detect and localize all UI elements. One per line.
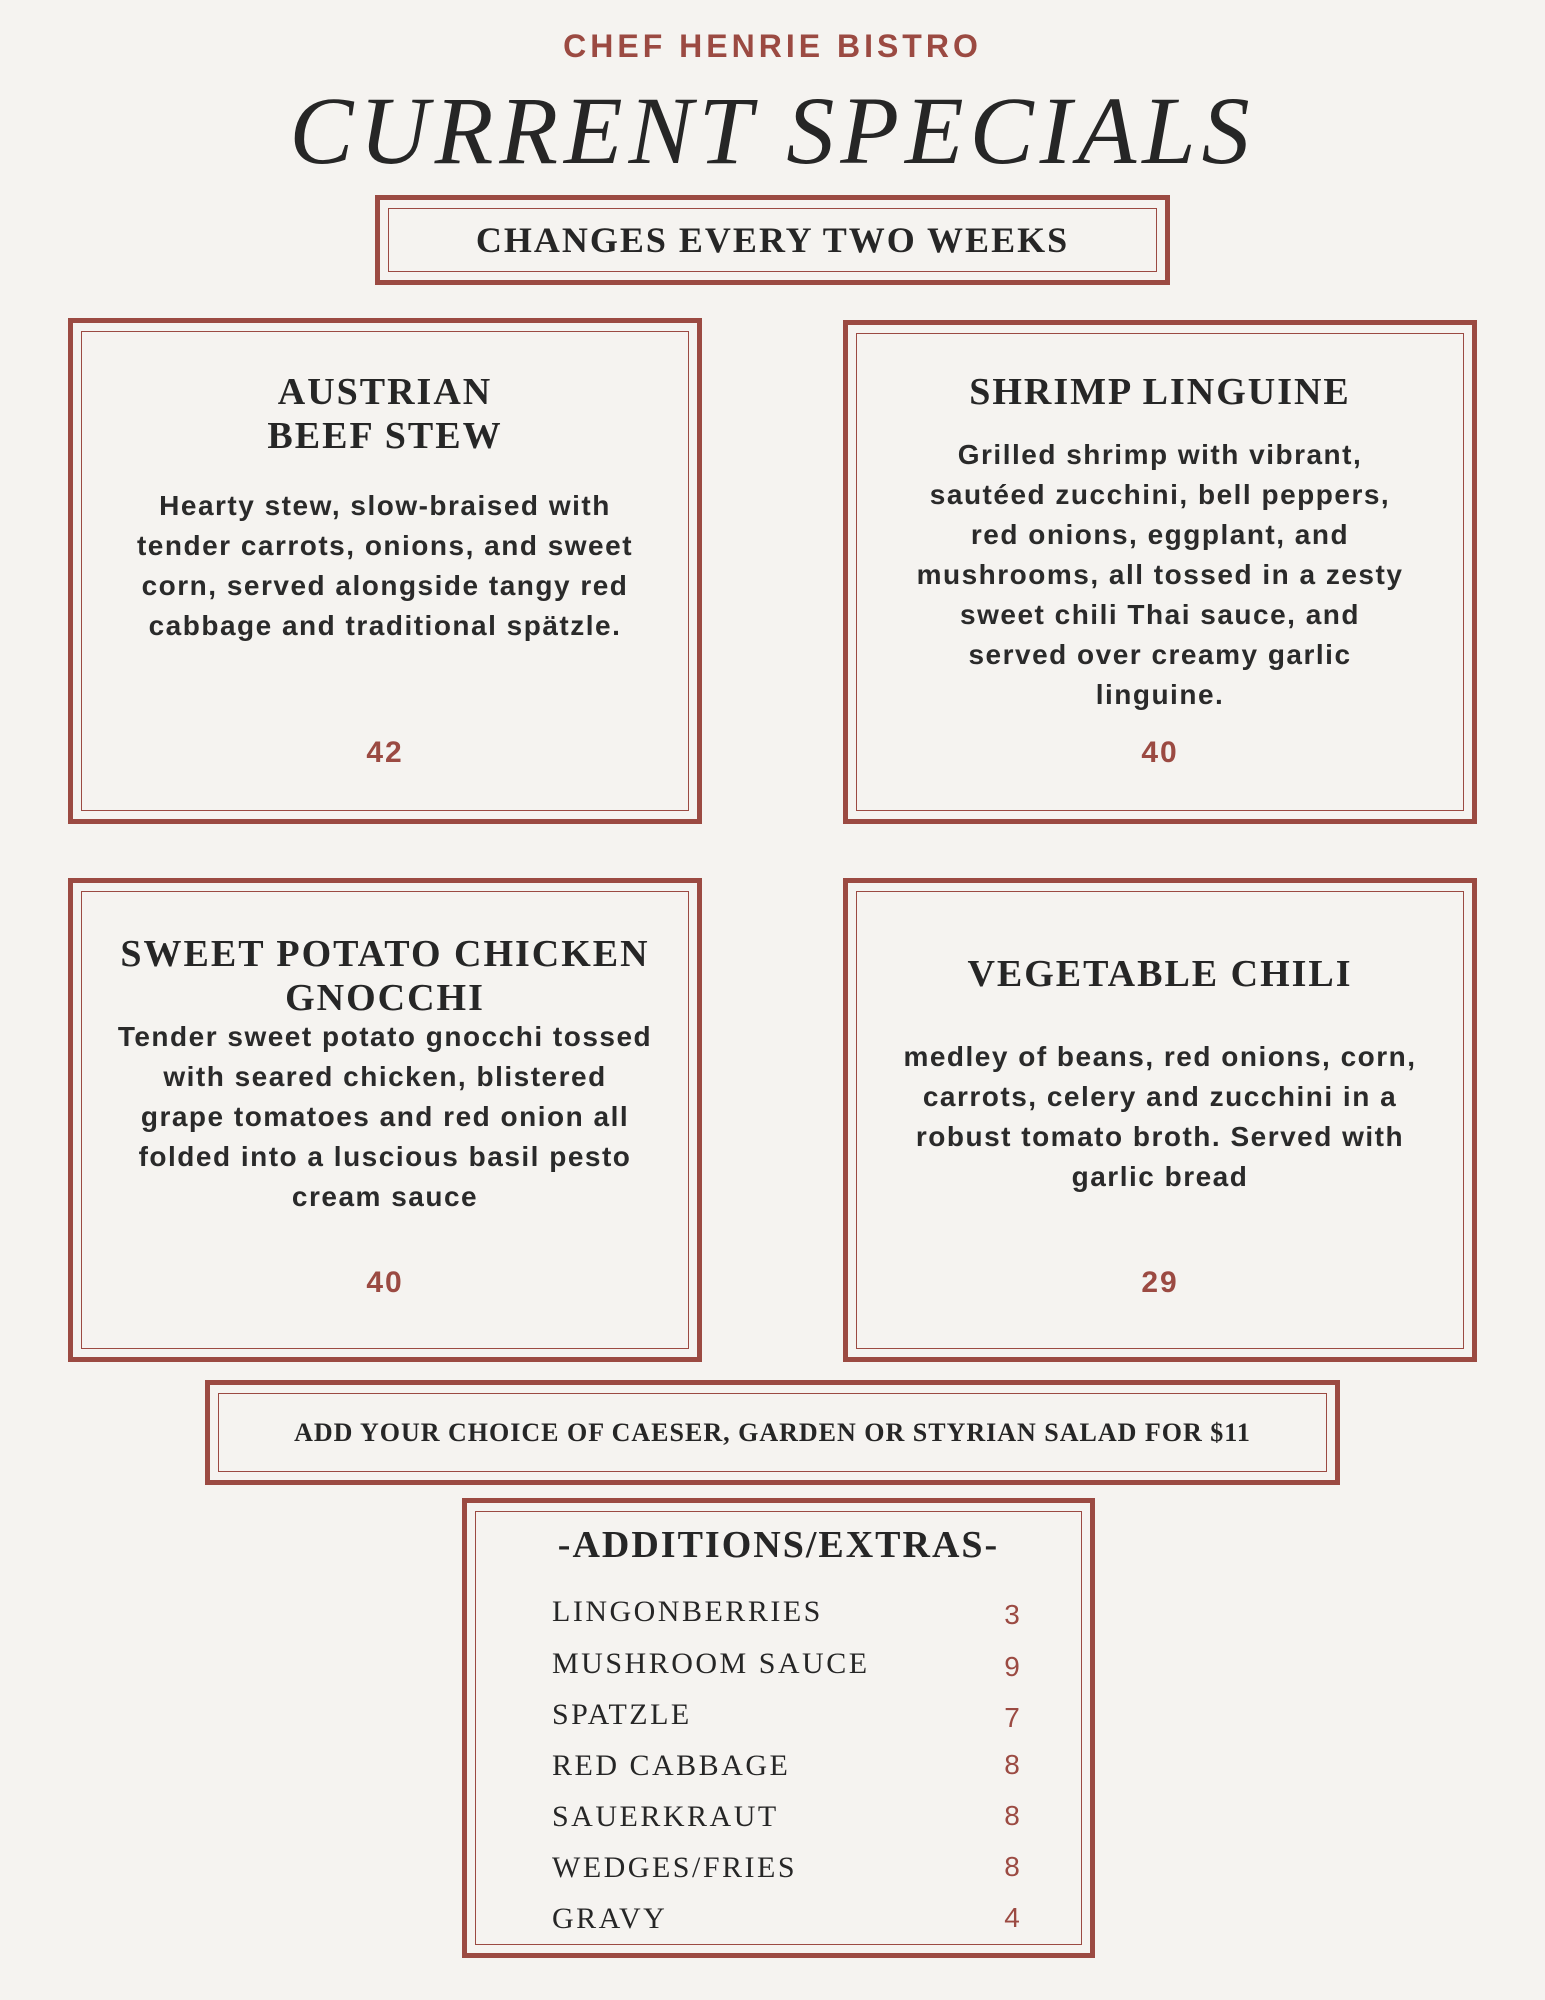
- dish-name-line: SHRIMP LINGUINE: [969, 371, 1351, 413]
- extra-price: 4: [1004, 1902, 1020, 1933]
- frequency-banner: [375, 195, 1170, 285]
- description-line: folded into a luscious basil pesto: [138, 1141, 632, 1172]
- description-line: Tender sweet potato gnocchi tossed: [117, 1021, 653, 1052]
- description-line: cabbage and traditional spätzle.: [148, 610, 622, 641]
- description-line: carrots, celery and zucchini in a: [922, 1081, 1398, 1112]
- description-line: served over creamy garlic: [968, 639, 1352, 670]
- extra-price: 8: [1004, 1851, 1020, 1882]
- extra-item-red-cabbage: [467, 1749, 1090, 1789]
- description-line: red onions, eggplant, and: [970, 519, 1350, 550]
- description-line: mushrooms, all tossed in a zesty: [916, 559, 1404, 590]
- dish-name: [77, 933, 693, 1020]
- description-line: Grilled shrimp with vibrant,: [957, 439, 1363, 470]
- special-card-vegetable-chili: [843, 878, 1477, 1362]
- dish-price: 42: [366, 736, 404, 769]
- extra-name: GRAVY: [552, 1902, 668, 1935]
- description-line: robust tomato broth. Served with: [915, 1121, 1405, 1152]
- extra-name: SPATZLE: [552, 1698, 692, 1731]
- dish-description: [89, 486, 681, 646]
- dish-price: 29: [1141, 1266, 1179, 1299]
- restaurant-name: CHEF HENRIE BISTRO: [563, 28, 982, 64]
- special-card-gnocchi: [68, 878, 702, 1362]
- extra-name: SAUERKRAUT: [552, 1800, 779, 1833]
- special-card-shrimp-linguine: [843, 320, 1477, 824]
- dish-name: [864, 371, 1456, 415]
- dish-description: [77, 1017, 693, 1217]
- dish-price: 40: [366, 1266, 404, 1299]
- extra-price: 8: [1004, 1749, 1020, 1780]
- extras-box: [462, 1498, 1095, 1958]
- description-line: Hearty stew, slow-braised with: [159, 490, 611, 521]
- extra-name: LINGONBERRIES: [552, 1595, 823, 1628]
- description-line: sautéed zucchini, bell peppers,: [929, 479, 1391, 510]
- description-line: sweet chili Thai sauce, and: [960, 599, 1360, 630]
- dish-name-line: AUSTRIAN: [277, 371, 493, 413]
- extra-item-sauerkraut: [467, 1800, 1090, 1840]
- extra-name: RED CABBAGE: [552, 1749, 791, 1782]
- extra-price: 8: [1004, 1800, 1020, 1831]
- dish-name-line: BEEF STEW: [267, 414, 503, 457]
- page-title: CURRENT SPECIALS: [289, 77, 1256, 184]
- description-line: tender carrots, onions, and sweet: [136, 530, 634, 561]
- salad-note-text: ADD YOUR CHOICE OF CAESER, GARDEN OR STYRIAN SALAD FOR $11: [294, 1417, 1251, 1447]
- dish-name: [864, 953, 1456, 997]
- extra-item-spatzle: [467, 1698, 1090, 1738]
- extra-item-lingonberries: [467, 1595, 1090, 1635]
- extra-price: 9: [1004, 1651, 1020, 1682]
- extra-name: MUSHROOM SAUCE: [552, 1647, 870, 1680]
- extra-name: WEDGES/FRIES: [552, 1851, 798, 1884]
- description-line: medley of beans, red onions, corn,: [903, 1041, 1417, 1072]
- dish-name-line: SWEET POTATO CHICKEN: [120, 933, 650, 975]
- description-line: cream sauce: [291, 1181, 479, 1212]
- extra-item-wedges-fries: [467, 1851, 1090, 1891]
- description-line: with seared chicken, blistered: [163, 1061, 607, 1092]
- extra-price: 3: [1004, 1599, 1020, 1630]
- description-line: corn, served alongside tangy red: [141, 570, 629, 601]
- dish-name: [89, 371, 681, 458]
- frequency-text: CHANGES EVERY TWO WEEKS: [475, 220, 1070, 260]
- extra-item-mushroom-sauce: [467, 1647, 1090, 1687]
- description-line: linguine.: [1095, 679, 1225, 710]
- dish-name-line: GNOCCHI: [285, 976, 485, 1019]
- description-line: grape tomatoes and red onion all: [140, 1101, 630, 1132]
- description-line: garlic bread: [1071, 1161, 1249, 1192]
- dish-description: [864, 435, 1456, 715]
- dish-name-line: VEGETABLE CHILI: [967, 953, 1353, 995]
- extra-item-gravy: [467, 1902, 1090, 1942]
- dish-price: 40: [1141, 736, 1179, 769]
- special-card-beef-stew: [68, 318, 702, 824]
- extra-price: 7: [1004, 1702, 1020, 1733]
- dish-description: [864, 1037, 1456, 1197]
- salad-note-banner: [205, 1380, 1340, 1485]
- extras-title: -ADDITIONS/EXTRAS-: [557, 1524, 1000, 1566]
